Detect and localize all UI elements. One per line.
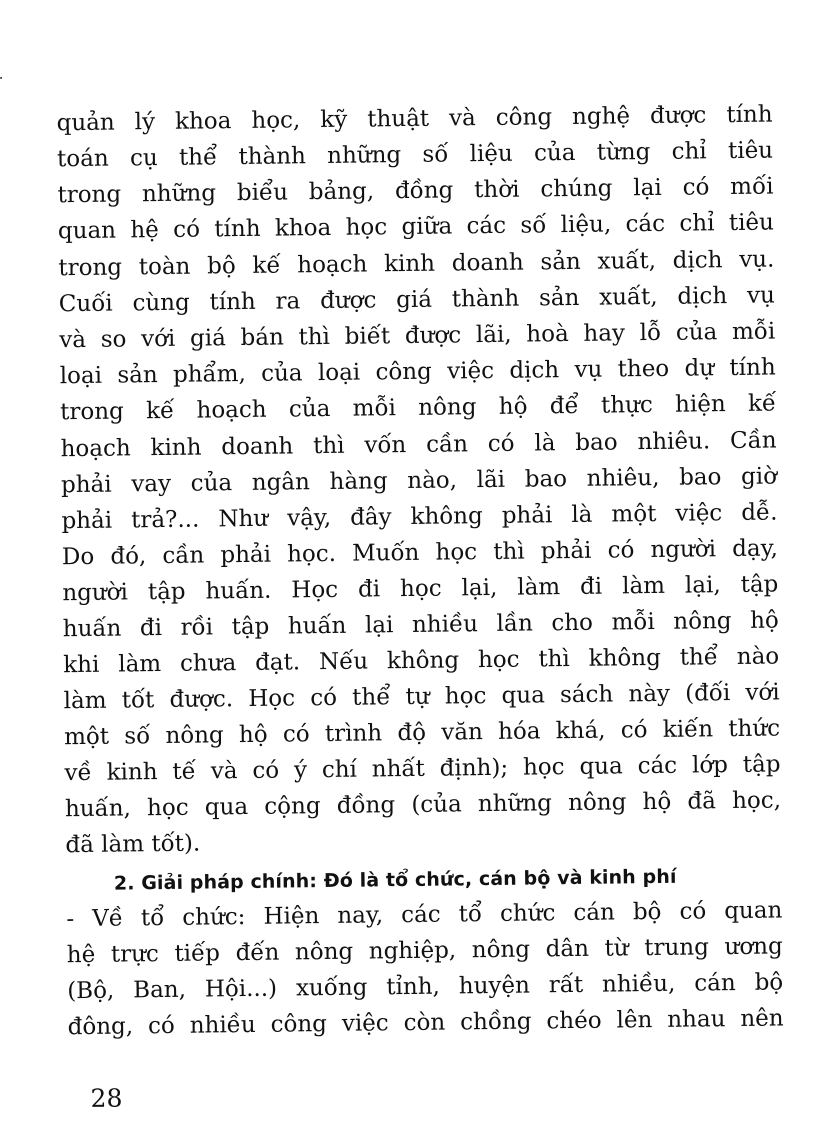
- body-line: và so với giá bán thì biết được lãi, hoà hay lỗ của mỗi: [59, 318, 776, 354]
- page-number: 28: [90, 1083, 123, 1113]
- body-line: trong kế hoạch của mỗi nông hộ để thực hiện kế: [60, 390, 777, 426]
- section-heading: 2. Giải pháp chính: Đó là tổ chức, cán bộ và kinh phí: [113, 865, 677, 895]
- body-line: làm tốt được. Học có thể tự học qua sách này (đối với: [63, 679, 780, 715]
- body-line: toán cụ thể thành những số liệu của từng chỉ tiêu: [56, 137, 774, 173]
- body-line: hoạch kinh doanh thì vốn cần có là bao nhiêu. Cần: [60, 427, 777, 463]
- section-line: đông, có nhiều công việc còn chồng chéo lên nhau nên: [67, 1005, 784, 1041]
- body-line-last: đã làm tốt).: [65, 830, 201, 859]
- body-line: huấn, học qua cộng đồng (của những nông hộ đã học,: [64, 787, 782, 823]
- body-line: quan hệ có tính khoa học giữa các số liệu, các chỉ tiêu: [57, 209, 775, 245]
- body-line: Cuối cùng tính ra được giá thành sản xuất, dịch vụ: [58, 282, 775, 318]
- body-line: khi làm chưa đạt. Nếu không học thì không thể nào: [63, 643, 780, 679]
- body-line: trong toàn bộ kế hoạch kinh doanh sản xuất, dịch vụ.: [58, 246, 775, 282]
- body-line: phải trả?... Như vậy, đây không phải là một việc dễ.: [61, 499, 778, 535]
- section-line: (Bộ, Ban, Hội...) xuống tỉnh, huyện rất nhiều, cán bộ: [67, 969, 784, 1005]
- body-line: người tập huấn. Học đi học lại, làm đi làm lại, tập: [62, 571, 779, 607]
- body-line: huấn đi rồi tập huấn lại nhiều lần cho mỗi nông hộ: [62, 607, 779, 643]
- body-line: về kinh tế và có ý chí nhất định); học qua các lớp tập: [64, 751, 781, 787]
- body-line: loại sản phẩm, của loại công việc dịch vụ theo dự tính: [59, 354, 776, 390]
- stray-ink-mark: [0, 77, 2, 79]
- section-line: hệ trực tiếp đến nông nghiệp, nông dân từ trung ương: [66, 933, 783, 969]
- section-line: - Về tổ chức: Hiện nay, các tổ chức cán bộ có quan: [66, 897, 783, 933]
- body-line: quản lý khoa học, kỹ thuật và công nghệ được tính: [56, 101, 773, 137]
- body-line: Do đó, cần phải học. Muốn học thì phải có người dạy,: [61, 535, 779, 571]
- body-line: một số nông hộ có trình độ văn hóa khá, có kiến thức: [63, 715, 781, 751]
- body-line: trong những biểu bảng, đồng thời chúng lại có mối: [57, 173, 774, 209]
- body-line: phải vay của ngân hàng nào, lãi bao nhiêu, bao giờ: [60, 463, 778, 499]
